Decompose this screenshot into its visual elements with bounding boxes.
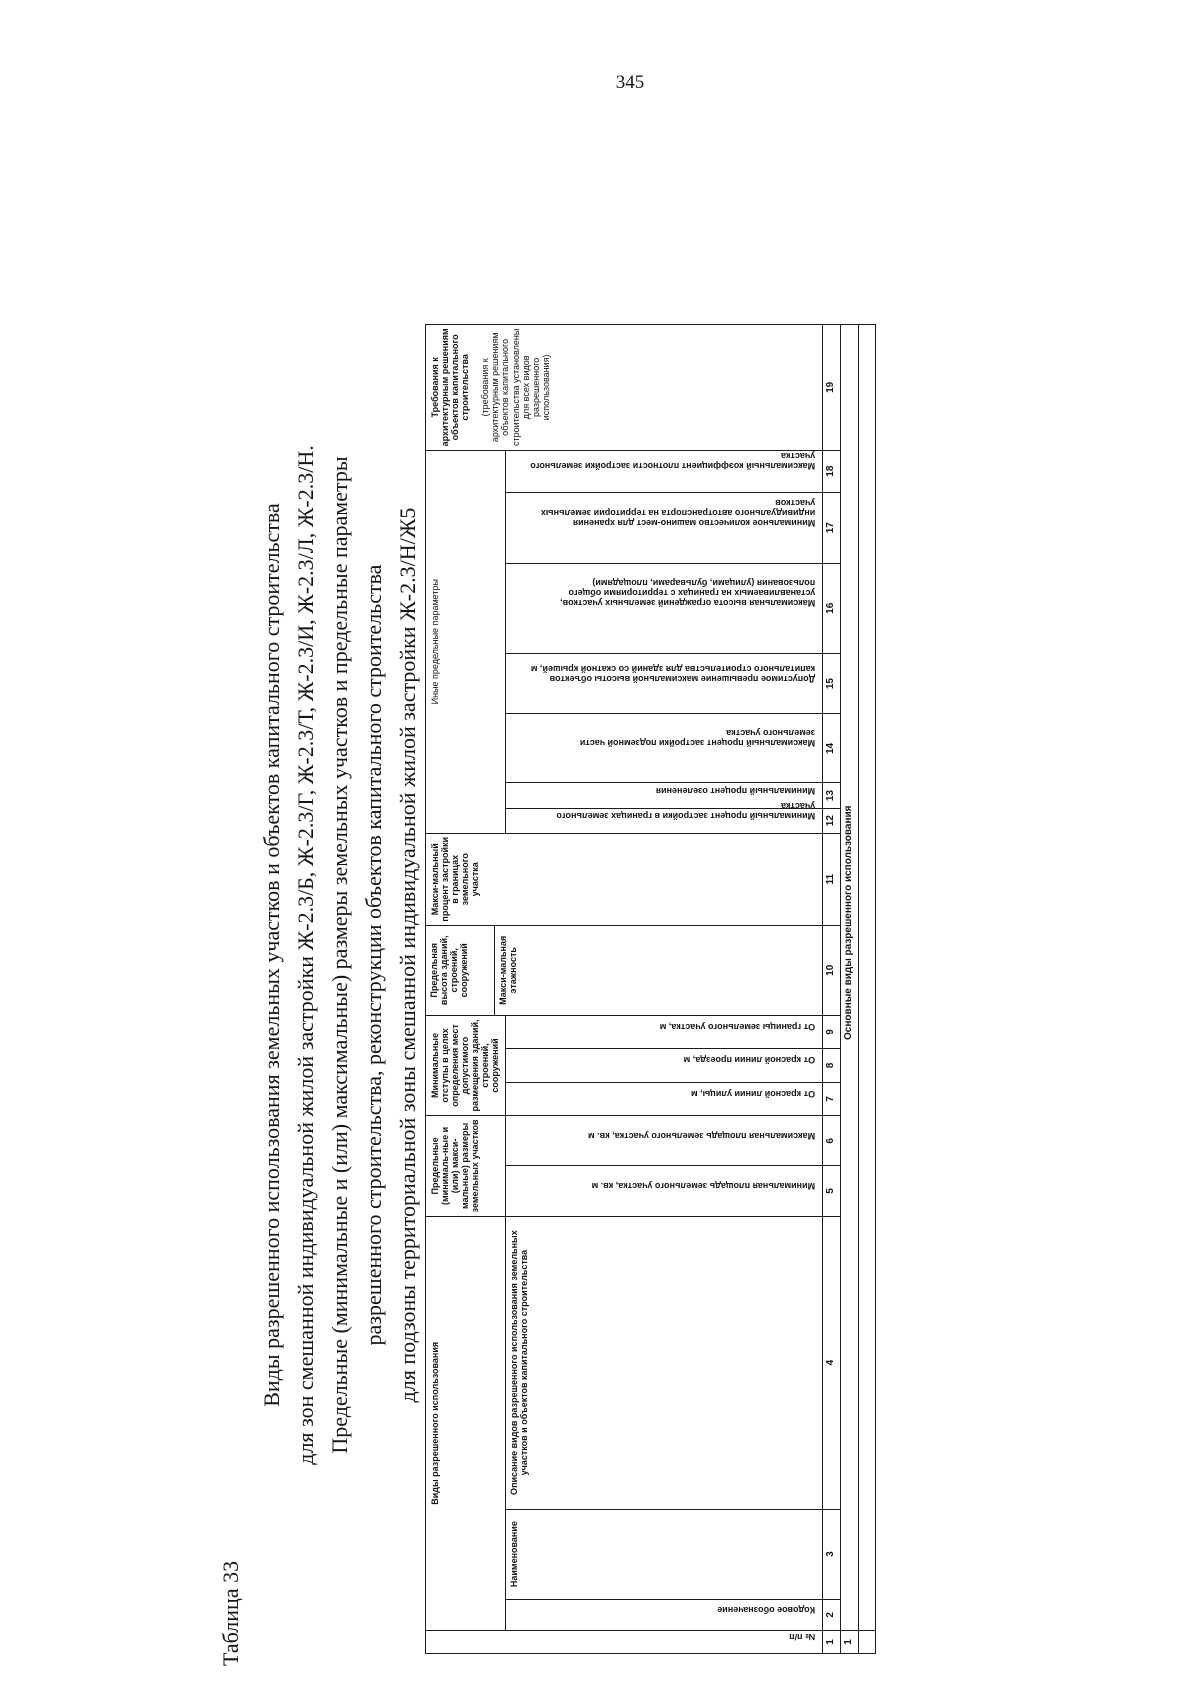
column-number: 5: [822, 1166, 840, 1216]
page-number: 345: [615, 72, 645, 93]
header-col-min-area: [505, 1166, 822, 1216]
header-group-permitted-uses: Виды разрешенного использования: [426, 1216, 506, 1630]
header-col-fence-height-text: Максимальная высота ограждений земельных участков, устанавливаемых на границах с территориями общего пользования (улицами, бульварами, площадями): [560, 578, 816, 609]
header-col-max-underground-text: Максимальный процент застройки подземной части земельного участка: [580, 728, 816, 749]
table-title: [255, 230, 425, 1680]
header-col-height-top: Предельная высота зданий, строений, сооружений: [426, 926, 495, 1015]
header-col-parking-text: Минимальное количество машино-мест для хранения индивидуального автотранспорта на территории земельных участков: [541, 497, 816, 528]
header-col-max-area: [505, 1116, 822, 1166]
section-row-number: 1: [840, 1630, 858, 1653]
header-group-other-params: Иные предельные параметры: [426, 450, 506, 833]
header-col-architecture-note: (требования к архитектурным решениям объектов капитального строительства установлены для всех видов разрешенного использования): [480, 328, 551, 446]
header-col-min-landscaping: [505, 783, 822, 808]
header-col-min-coverage-text: Минимальный процент застройки в границах земельного участка: [556, 800, 816, 821]
column-number: 15: [822, 653, 840, 714]
header-col-density: [505, 450, 822, 492]
column-number: 14: [822, 714, 840, 783]
header-col-max-underground: [505, 714, 822, 783]
header-col-parking: [505, 492, 822, 563]
empty-cell: [858, 325, 875, 1631]
table-caption: Таблица 33: [218, 1560, 243, 1666]
header-col-code: [505, 1599, 822, 1630]
header-col-min-landscaping-text: Минимальный процент озеленения: [656, 785, 816, 796]
header-col-name: Наименование: [505, 1509, 822, 1599]
header-col-height-bottom: Макси-мальная этажность: [498, 935, 519, 1005]
header-col-fence-height: [505, 563, 822, 653]
title-line: для подзоны территориальной зоны смешанной индивидуальной жилой застройки Ж-2.3/Н/Ж5: [395, 507, 420, 1403]
column-number: 8: [822, 1049, 840, 1082]
header-col-setback-plot: [505, 1015, 822, 1048]
column-number: 1: [822, 1630, 840, 1653]
column-number: 7: [822, 1082, 840, 1115]
title-line: Предельные (минимальные и (или) максимальные) размеры земельных участков и предельные параметры: [327, 456, 352, 1454]
header-col-architecture-title: Требования к архитектурным решениям объектов капитального строительства: [430, 328, 471, 447]
header-group-setbacks: Минимальные отступы в целях определения мест допустимого размещения зданий, строений, сооружений: [426, 1015, 506, 1115]
header-col-no: [426, 1630, 823, 1653]
empty-cell: [858, 1630, 875, 1653]
column-number: 18: [822, 450, 840, 492]
title-line: для зон смешанной индивидуальной жилой застройки Ж-2.3/Б, Ж-2.3/Г, Ж-2.3/Т, Ж-2.3/И, Ж-2.3/Л, Ж-2.3/Н.: [293, 445, 318, 1465]
header-col-code-text: Кодовое обозначение: [717, 1604, 816, 1615]
header-col-setback-plot-text: От границы земельного участка, м: [660, 1022, 816, 1033]
column-number: 19: [822, 325, 840, 451]
title-line: разрешенного строительства, реконструкции объектов капитального строительства: [361, 564, 386, 1346]
header-col-description: Описание видов разрешенного использования земельных участков и объектов капитального строительства: [505, 1216, 822, 1509]
header-col-setback-passage-text: От красной линии проезда, м: [684, 1055, 816, 1066]
column-number: 17: [822, 492, 840, 563]
empty-row: [858, 325, 875, 1654]
title-line: Виды разрешенного использования земельных участков и объектов капитального строительства: [259, 503, 284, 1407]
section-row-main-uses: [840, 325, 858, 1654]
column-number: 4: [822, 1216, 840, 1509]
column-number: 16: [822, 563, 840, 653]
header-col-no-text: № п/п: [789, 1632, 816, 1642]
column-number: 13: [822, 783, 840, 808]
column-number: 3: [822, 1509, 840, 1599]
header-col-height-excess-text: Допустимое превышение максимальной высоты объектов капитального строительства для зданий со скатной крышей, м: [531, 663, 816, 684]
header-col-architecture: [426, 325, 823, 451]
section-title: Основные виды разрешенного использования: [840, 325, 858, 1631]
header-col-setback-street-text: От красной линии улицы, м: [691, 1088, 816, 1099]
column-number: 6: [822, 1116, 840, 1166]
rotated-sheet: [210, 230, 970, 1680]
header-row-1: [426, 325, 506, 1654]
header-col-min-area-text: Минимальная площадь земельного участка, кв. м: [592, 1181, 816, 1192]
header-col-max-area-text: Максимальная площадь земельного участка, кв. м: [588, 1130, 816, 1141]
header-group-plot-sizes: Предельные (минималь-ные и (или) макси-мальные) размеры земельных участков: [426, 1116, 506, 1216]
header-col-max-coverage: Макси-мальный процент застройки в границах земельного участка: [426, 833, 823, 925]
land-use-table: [425, 324, 876, 1654]
header-col-setback-street: [505, 1082, 822, 1115]
column-number: 12: [822, 808, 840, 833]
header-col-height: [426, 925, 823, 1015]
header-col-min-coverage: [505, 800, 822, 833]
column-number: 10: [822, 925, 840, 1015]
header-col-density-text: Максимальный коэффициент плотности застройки земельного участка: [530, 451, 816, 472]
header-col-height-excess: [505, 653, 822, 714]
column-number-row: [822, 325, 840, 1654]
column-number: 2: [822, 1599, 840, 1630]
column-number: 11: [822, 833, 840, 925]
column-number: 9: [822, 1015, 840, 1048]
header-col-setback-passage: [505, 1049, 822, 1082]
